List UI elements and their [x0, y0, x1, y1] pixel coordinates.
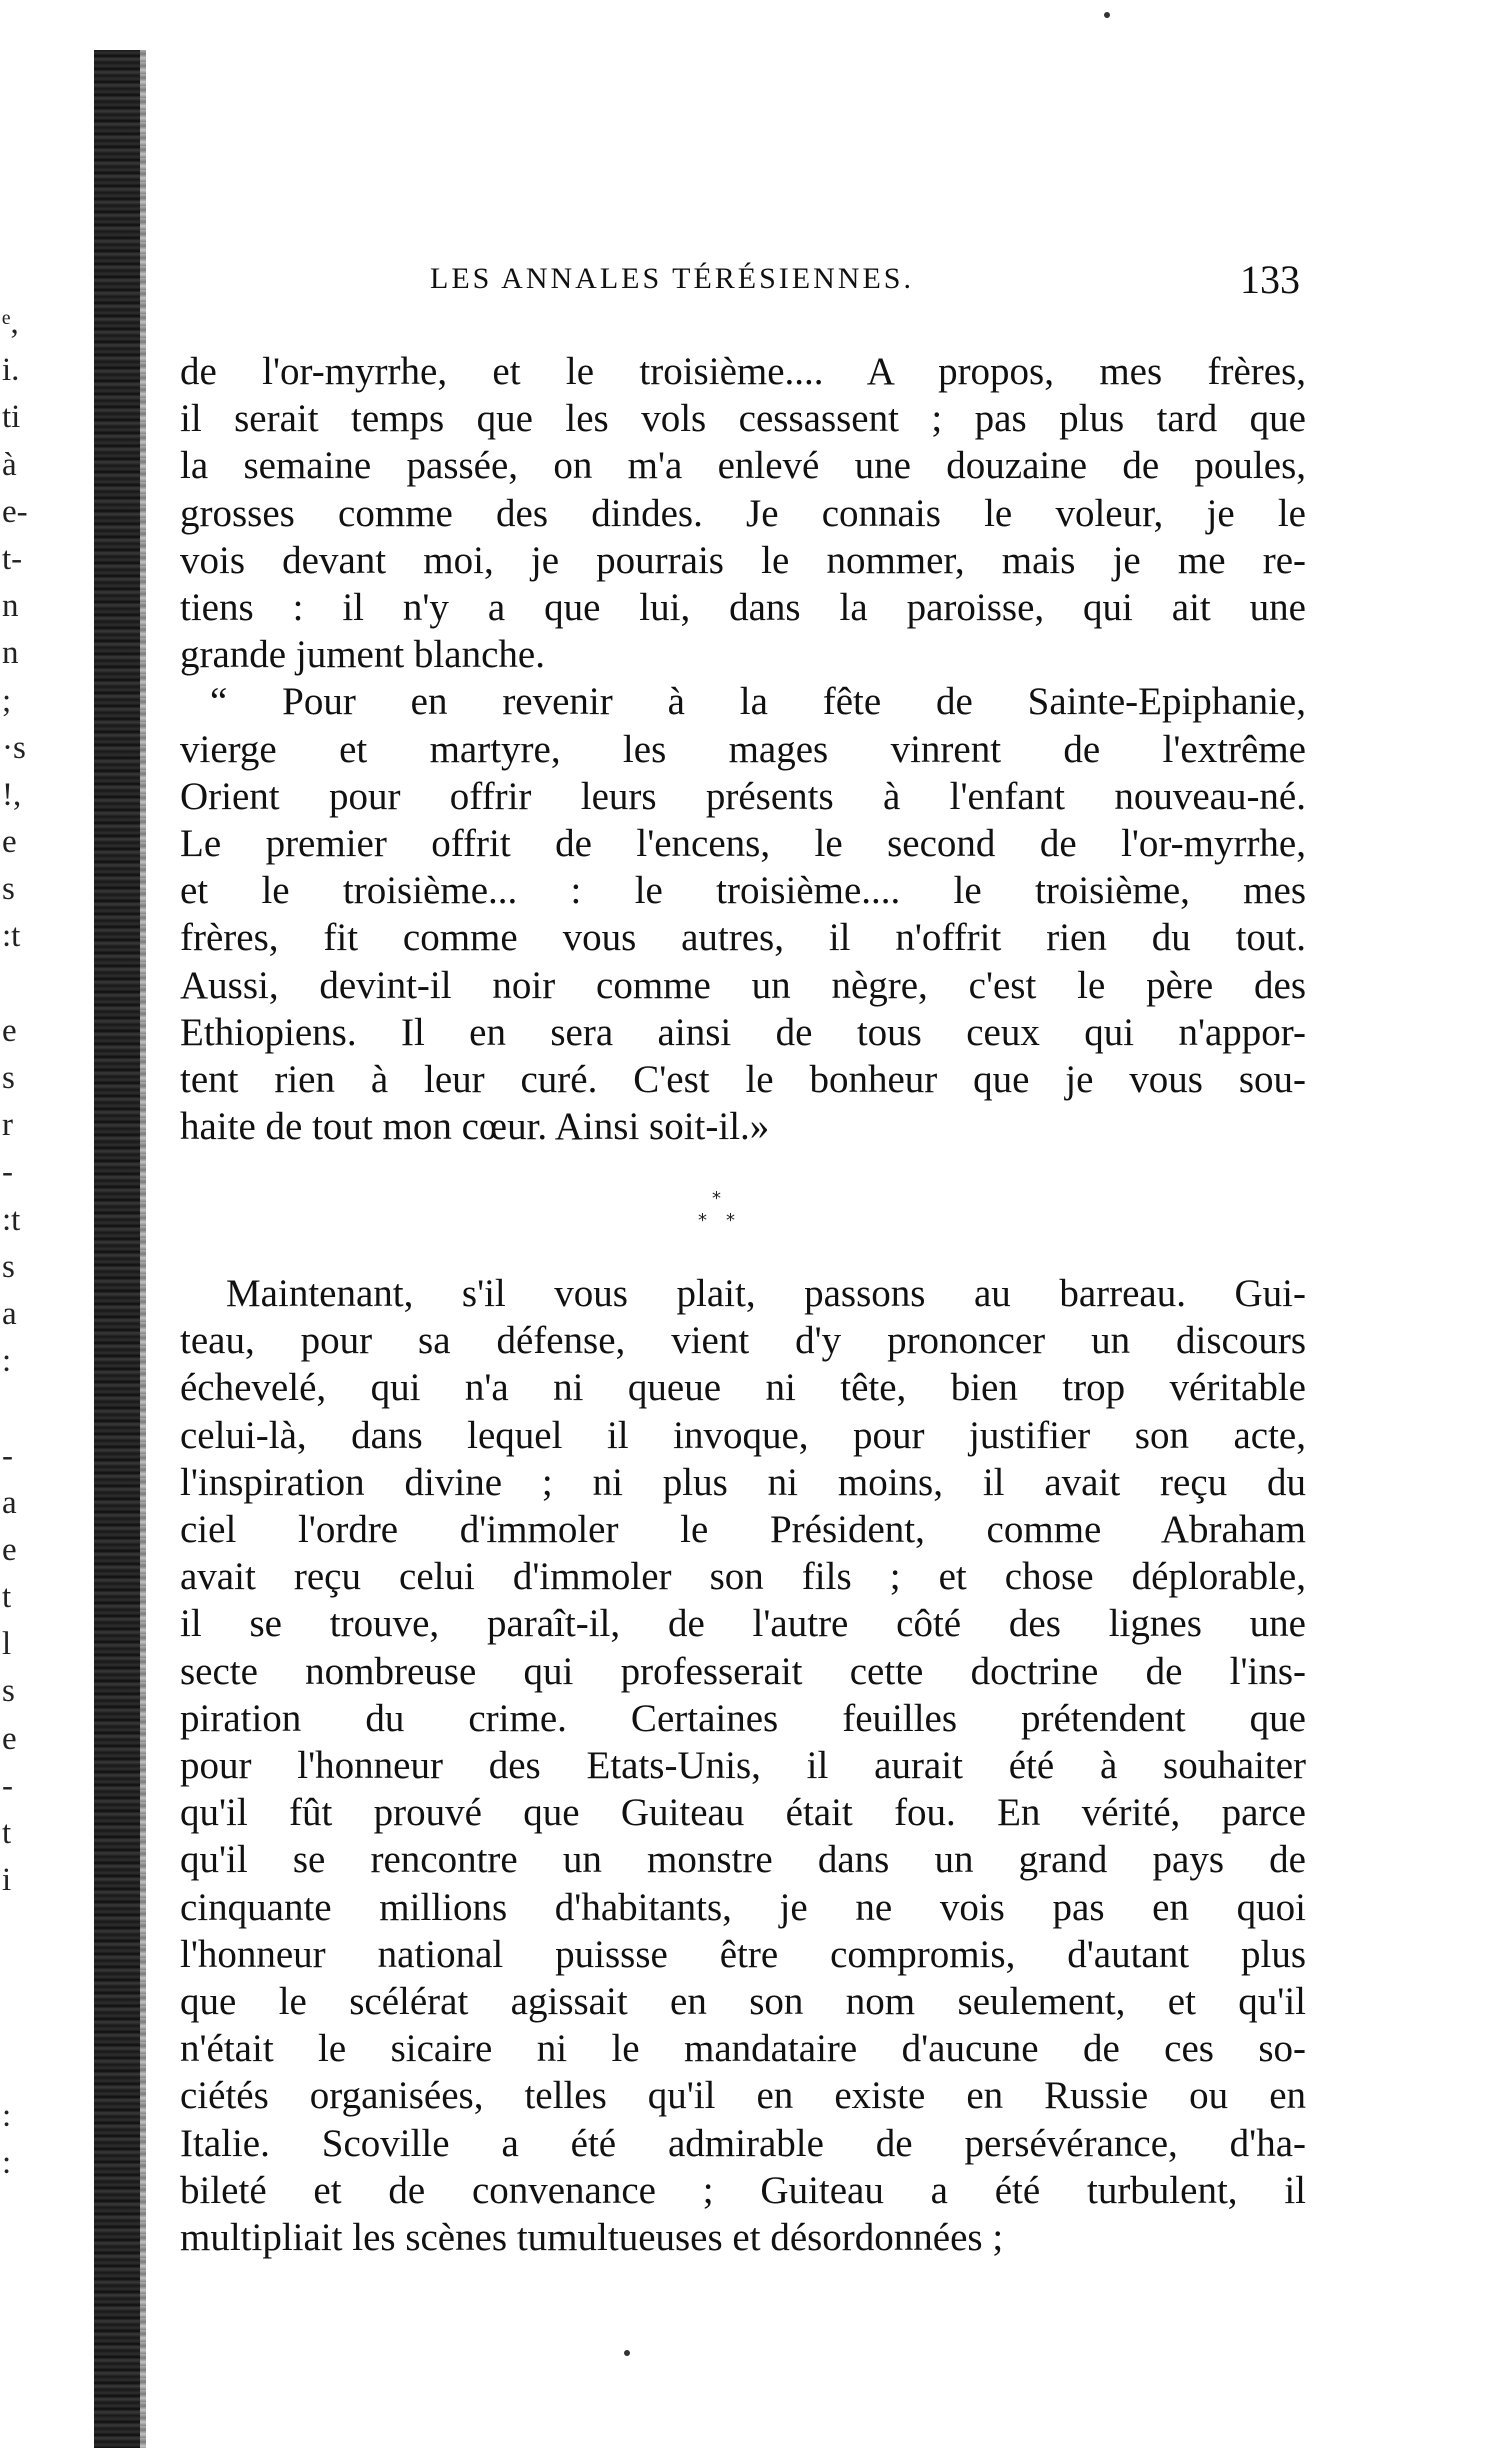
- text-line: grande jument blanche.: [180, 633, 545, 677]
- text-line: que le scélérat agissait en son nom seulement, et qu'il: [180, 1980, 1306, 2024]
- edge-fragment: [2, 961, 42, 1008]
- text-line: il se trouve, paraît-il, de l'autre côté des lignes une: [180, 1602, 1306, 1646]
- paragraph-sermon: [180, 678, 1306, 1150]
- text-line: Ethiopiens. Il en sera ainsi de tous ceux qui n'appor-: [180, 1010, 1306, 1054]
- edge-fragment: t: [2, 1579, 12, 1616]
- edge-fragment: ti: [2, 399, 21, 436]
- text-line: frères, fit comme vous autres, il n'offrit rien du tout.: [180, 916, 1306, 960]
- edge-fragment: i.: [2, 352, 20, 389]
- text-line: de l'or-myrrhe, et le troisième.... A propos, mes frères,: [180, 350, 1306, 393]
- edge-fragment: -: [2, 1767, 13, 1804]
- running-title: LES ANNALES TÉRÉSIENNES.: [430, 262, 914, 295]
- text-line: pour l'honneur des Etats-Unis, il aurait été à souhaiter: [180, 1744, 1306, 1788]
- edge-fragment: n: [2, 588, 19, 625]
- edge-fragment: e: [2, 1531, 17, 1568]
- text-line: tent rien à leur curé. C'est le bonheur que je vous sou-: [180, 1058, 1306, 1102]
- text-line: l'inspiration divine ; ni plus ni moins, il avait reçu du: [180, 1460, 1306, 1504]
- edge-fragment: :: [2, 2145, 12, 2182]
- text-line: Le premier offrit de l'encens, le second de l'or-myrrhe,: [180, 822, 1306, 866]
- text-line: teau, pour sa défense, vient d'y prononcer un discours: [180, 1319, 1306, 1363]
- running-header: [430, 257, 1300, 312]
- edge-fragment: ;: [2, 682, 12, 719]
- edge-fragment: t: [2, 1815, 12, 1851]
- text-line: bileté et de convenance ; Guiteau a été turbulent, il: [180, 2168, 1306, 2212]
- text-line: ciétés organisées, telles qu'il en existe en Russie ou en: [180, 2074, 1306, 2118]
- text-line: l'honneur national puissse être compromis, d'autant plus: [180, 1932, 1306, 1976]
- edge-fragment: [2, 1952, 42, 1999]
- edge-fragment: [2, 1999, 42, 2046]
- edge-fragment: [2, 1385, 42, 1432]
- edge-fragment: e: [2, 824, 17, 861]
- edge-fragment: s: [2, 1673, 15, 1710]
- text-line: vierge et martyre, les mages vinrent de l'extrême: [180, 727, 1306, 771]
- text-line: avait reçu celui d'immoler son fils ; et chose déplorable,: [180, 1555, 1306, 1599]
- edge-fragment: !,: [2, 776, 22, 813]
- paper-speck: [624, 2350, 630, 2356]
- text-line: ciel l'ordre d'immoler le Président, comme Abraham: [180, 1508, 1306, 1552]
- edge-fragment: e: [2, 1720, 17, 1757]
- edge-fragment: :: [2, 1343, 12, 1380]
- edge-fragment: s: [2, 1060, 15, 1096]
- section-separator: * * *: [698, 1188, 735, 1231]
- paragraph-continued: [180, 348, 1306, 678]
- edge-fragment: r: [2, 1107, 13, 1144]
- text-line: il serait temps que les vols cessassent ; pas plus tard que: [180, 397, 1306, 441]
- text-line: “ Pour en revenir à la fête de Sainte-Epiphanie,: [210, 680, 1306, 724]
- edge-fragment: t-: [2, 540, 23, 577]
- text-line: n'était le sicaire ni le mandataire d'aucune de ces so-: [180, 2027, 1306, 2071]
- text-line: Maintenant, s'il vous plait, passons au barreau. Gui-: [226, 1272, 1306, 1315]
- edge-fragment: a: [2, 1484, 17, 1521]
- text-line: vois devant moi, je pourrais le nommer, mais je me re-: [180, 538, 1306, 582]
- edge-fragment: s: [2, 871, 15, 908]
- text-line: secte nombreuse qui professerait cette doctrine de l'ins-: [180, 1649, 1306, 1693]
- text-line: Italie. Scoville a été admirable de persévérance, d'ha-: [180, 2121, 1306, 2165]
- edge-fragment: :: [2, 2098, 12, 2135]
- text-line: la semaine passée, on m'a enlevé une douzaine de poules,: [180, 444, 1306, 488]
- text-line: et le troisième... : le troisième.... le troisième, mes: [180, 869, 1306, 913]
- text-line: grosses comme des dindes. Je connais le voleur, je le: [180, 491, 1306, 535]
- body-text-upper: [180, 348, 1306, 1150]
- text-line: multipliait les scènes tumultueuses et désordonnées ;: [180, 2216, 1004, 2260]
- text-line: Orient pour offrir leurs présents à l'enfant nouveau-né.: [180, 774, 1306, 818]
- text-line: Aussi, devint-il noir comme un nègre, c'est le père des: [180, 963, 1306, 1007]
- edge-fragment: -: [2, 1154, 13, 1191]
- edge-fragment: [2, 1904, 42, 1951]
- facing-page-fragments: [2, 300, 42, 2235]
- text-line: qu'il fût prouvé que Guiteau était fou. En vérité, parce: [180, 1791, 1306, 1835]
- edge-fragment: [2, 2188, 42, 2235]
- edge-fragment: :t: [2, 918, 21, 955]
- text-line: tiens : il n'y a que lui, dans la paroisse, qui ait une: [180, 586, 1306, 630]
- book-binding-edge: [94, 50, 140, 2448]
- edge-fragment: n: [2, 635, 19, 672]
- edge-fragment: :t: [2, 1201, 21, 1238]
- text-line: échevelé, qui n'a ni queue ni tête, bien trop véritable: [180, 1366, 1306, 1410]
- text-line: celui-là, dans lequel il invoque, pour justifier son acte,: [180, 1413, 1306, 1457]
- edge-fragment: ᵉ,: [2, 305, 19, 341]
- edge-fragment: s: [2, 1248, 15, 1285]
- edge-fragment: à: [2, 446, 17, 483]
- edge-fragment: -: [2, 1437, 13, 1474]
- edge-fragment: e-: [2, 493, 28, 530]
- page-number: 133: [1240, 257, 1300, 302]
- edge-fragment: l: [2, 1626, 12, 1663]
- text-line: piration du crime. Certaines feuilles prétendent que: [180, 1696, 1306, 1740]
- paper-speck: [1104, 12, 1110, 18]
- edge-fragment: e: [2, 1012, 17, 1049]
- text-line: cinquante millions d'habitants, je ne vois pas en quoi: [180, 1885, 1306, 1929]
- edge-fragment: [2, 2046, 42, 2093]
- edge-fragment: ·s: [2, 729, 26, 766]
- text-line: haite de tout mon cœur. Ainsi soit-il.»: [180, 1105, 770, 1149]
- paragraph-guiteau: [180, 1270, 1306, 2261]
- edge-fragment: a: [2, 1295, 17, 1332]
- edge-fragment: i: [2, 1862, 12, 1899]
- text-line: qu'il se rencontre un monstre dans un grand pays de: [180, 1838, 1306, 1882]
